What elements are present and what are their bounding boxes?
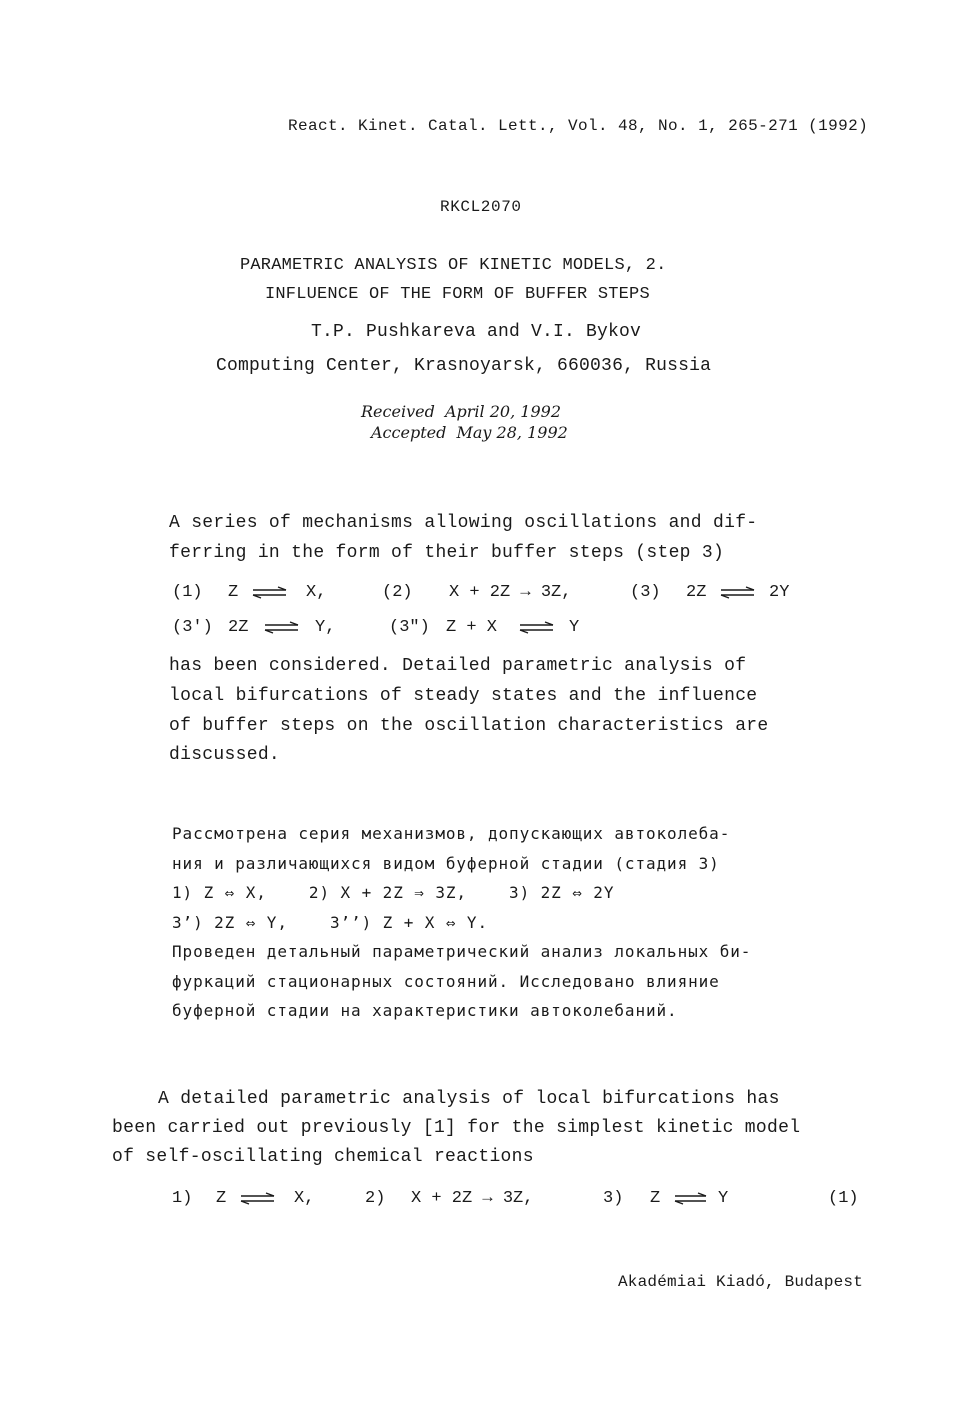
abstract-ru-line-7: буферной стадии на характеристики автоколебаний. xyxy=(172,1001,678,1020)
body-eq-1-left: Z xyxy=(216,1189,227,1208)
body-eq-3-num: 3) xyxy=(603,1189,624,1208)
abstract-eq-3pp-right: Y xyxy=(569,618,580,637)
equilibrium-arrow-icon xyxy=(264,621,300,635)
abstract-ru-line-1: Рассмотрена серия механизмов, допускающих автоколеба- xyxy=(172,824,731,843)
body-eq-1-num: 1) xyxy=(172,1189,193,1208)
abstract-ru-line-4: 3’) 2Z ⇔ Y, 3’’) Z + X ⇔ Y. xyxy=(172,913,488,932)
received-date: Received April 20, 1992 xyxy=(361,402,561,421)
abstract-eq-2-num: (2) xyxy=(382,583,413,602)
equilibrium-arrow-icon xyxy=(519,621,555,635)
body-eq-3-right: Y xyxy=(718,1189,729,1208)
body-eq-3-left: Z xyxy=(650,1189,661,1208)
abstract-ru-line-3: 1) Z ⇔ X, 2) X + 2Z ⇒ 3Z, 3) 2Z ⇔ 2Y xyxy=(172,883,615,902)
abstract-eq-3pp-num: (3") xyxy=(389,618,430,637)
abstract-ru-line-6: фуркаций стационарных состояний. Исследовано влияние xyxy=(172,972,720,991)
authors: T.P. Pushkareva and V.I. Bykov xyxy=(311,322,642,342)
abstract-en-line-2: ferring in the form of their buffer steps (step 3) xyxy=(169,543,725,563)
title-line-1: PARAMETRIC ANALYSIS OF KINETIC MODELS, 2. xyxy=(240,256,667,275)
publisher: Akadémiai Kiadó, Budapest xyxy=(618,1273,864,1291)
body-line-1: A detailed parametric analysis of local bifurcations has xyxy=(158,1089,780,1109)
abstract-eq-3-num: (3) xyxy=(630,583,661,602)
abstract-en-line-3: has been considered. Detailed parametric analysis of xyxy=(169,656,747,676)
article-code: RKCL2070 xyxy=(440,198,522,216)
abstract-en-line-6: discussed. xyxy=(169,745,281,765)
abstract-en-line-5: of buffer steps on the oscillation characteristics are xyxy=(169,716,769,736)
equilibrium-arrow-icon xyxy=(252,586,288,600)
body-line-3: of self-oscillating chemical reactions xyxy=(112,1147,534,1167)
equation-number: (1) xyxy=(828,1189,859,1208)
abstract-eq-3pp-left: Z + X xyxy=(446,618,498,637)
abstract-eq-3p-num: (3') xyxy=(172,618,213,637)
accepted-date: Accepted May 28, 1992 xyxy=(371,423,568,442)
journal-reference: React. Kinet. Catal. Lett., Vol. 48, No. 1, 265-271 (1992) xyxy=(288,117,869,135)
abstract-en-line-4: local bifurcations of steady states and the influence xyxy=(169,686,758,706)
abstract-eq-2-reaction: X + 2Z → 3Z, xyxy=(449,583,572,602)
title-line-2: INFLUENCE OF THE FORM OF BUFFER STEPS xyxy=(265,285,650,304)
equilibrium-arrow-icon xyxy=(674,1192,708,1206)
abstract-eq-3p-right: Y, xyxy=(315,618,336,637)
body-eq-1-right: X, xyxy=(294,1189,315,1208)
abstract-eq-3-right: 2Y xyxy=(769,583,790,602)
abstract-en-line-1: A series of mechanisms allowing oscillations and dif- xyxy=(169,513,758,533)
body-eq-2-reaction: X + 2Z → 3Z, xyxy=(411,1189,534,1208)
equilibrium-arrow-icon xyxy=(720,586,756,600)
affiliation: Computing Center, Krasnoyarsk, 660036, Russia xyxy=(216,356,712,376)
body-eq-2-num: 2) xyxy=(365,1189,386,1208)
body-line-2: been carried out previously [1] for the simplest kinetic model xyxy=(112,1118,801,1138)
equilibrium-arrow-icon xyxy=(240,1192,276,1206)
abstract-eq-3p-left: 2Z xyxy=(228,618,249,637)
abstract-ru-line-5: Проведен детальный параметрический анализ локальных би- xyxy=(172,942,752,961)
abstract-eq-1-right: X, xyxy=(306,583,327,602)
abstract-ru-line-2: ния и различающихся видом буферной стадии (стадия 3) xyxy=(172,854,720,873)
abstract-eq-3-left: 2Z xyxy=(686,583,707,602)
abstract-eq-1-num: (1) xyxy=(172,583,203,602)
abstract-eq-1-left: Z xyxy=(228,583,239,602)
